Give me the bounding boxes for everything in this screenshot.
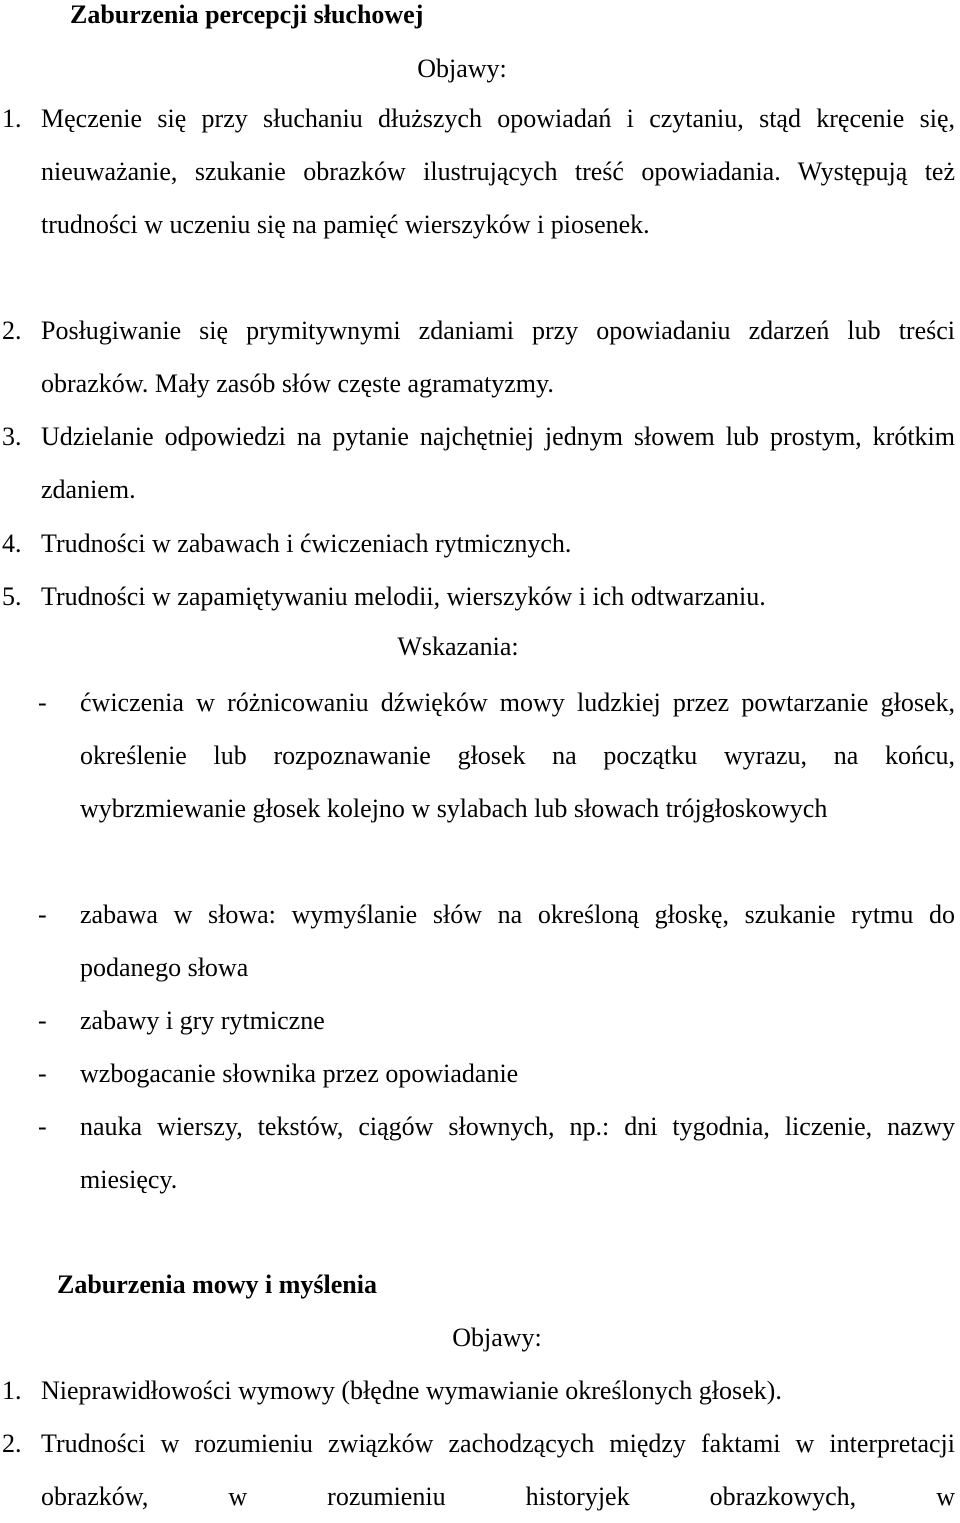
list-item-indication-4: [0, 1047, 960, 1100]
list-item-text: zabawy i gry rytmiczne: [80, 1006, 325, 1035]
list-item-symptom-2: [0, 304, 960, 410]
list-item-text: Męczenie się przy słuchaniu dłuższych opowiadań i czytaniu, stąd kręcenie się, nieuważanie, szukanie obrazków ilustrujących treść opowiadania. Występują też trudności w uczeniu się na pamięć wierszyków i piosenek.: [41, 104, 955, 239]
list-item-bullet: -: [38, 900, 47, 929]
indications-heading-text: Wskazania:: [397, 632, 519, 661]
list-item-indication-1: [0, 676, 960, 888]
list-item-symptom-1: [0, 92, 960, 304]
list-item-text: zabawa w słowa: wymyślanie słów na określoną głoskę, szukanie rytmu do podanego słowa: [80, 900, 955, 982]
list-item-symptom-2-1: [0, 1364, 960, 1417]
list-item-text: Trudności w zabawach i ćwiczeniach rytmicznych.: [41, 529, 572, 558]
list-item-bullet: -: [38, 1112, 47, 1141]
list-item-number: 2.: [2, 316, 22, 345]
indications-heading: [0, 632, 960, 662]
list-item-bullet: -: [38, 1059, 47, 1088]
list-item-number: 4.: [2, 529, 22, 558]
list-item-symptom-4: [0, 517, 960, 570]
list-item-bullet: -: [38, 688, 47, 717]
list-item-text: ćwiczenia w różnicowaniu dźwięków mowy ludzkiej przez powtarzanie głosek, określenie lub rozpoznawanie głosek na początku wyrazu, na końcu, wybrzmiewanie głosek kolejno w sylabach lub słowach trójgłoskowych: [80, 688, 955, 823]
section-title-speech-thinking: Zaburzenia mowy i myślenia: [57, 1270, 377, 1299]
symptoms-heading-text: Objawy:: [417, 54, 507, 83]
list-item-indication-2: [0, 888, 960, 994]
symptoms-heading-2: [0, 1323, 960, 1353]
list-item-symptom-2-2: [0, 1417, 960, 1523]
list-item-text: Udzielanie odpowiedzi na pytanie najchętniej jednym słowem lub prostym, krótkim zdaniem.: [41, 422, 955, 504]
list-item-text: Nieprawidłowości wymowy (błędne wymawianie określonych głosek).: [41, 1376, 782, 1405]
list-item-number: 5.: [2, 582, 22, 611]
list-item-bullet: -: [38, 1006, 47, 1035]
list-item-number: 2.: [2, 1429, 22, 1458]
list-item-text: Trudności w rozumieniu związków zachodzących między faktami w interpretacji obrazków, w rozumieniu historyjek obrazkowych, w: [41, 1429, 955, 1511]
list-item-symptom-3: [0, 410, 960, 516]
list-item-text: Trudności w zapamiętywaniu melodii, wierszyków i ich odtwarzaniu.: [41, 582, 766, 611]
section-title-auditory-perception: Zaburzenia percepcji słuchowej: [70, 0, 424, 29]
list-item-text: nauka wierszy, tekstów, ciągów słownych, np.: dni tygodnia, liczenie, nazwy miesięcy.: [80, 1112, 955, 1194]
symptoms-heading-text: Objawy:: [452, 1323, 542, 1352]
list-item-text: wzbogacanie słownika przez opowiadanie: [80, 1059, 519, 1088]
list-item-number: 3.: [2, 422, 22, 451]
list-item-number: 1.: [2, 104, 22, 133]
list-item-number: 1.: [2, 1376, 22, 1405]
list-item-symptom-5: [0, 570, 960, 623]
list-item-indication-3: [0, 994, 960, 1047]
symptoms-heading: [0, 54, 960, 84]
list-item-indication-5: [0, 1100, 960, 1206]
list-item-text: Posługiwanie się prymitywnymi zdaniami przy opowiadaniu zdarzeń lub treści obrazków. Mały zasób słów częste agramatyzmy.: [41, 316, 955, 398]
